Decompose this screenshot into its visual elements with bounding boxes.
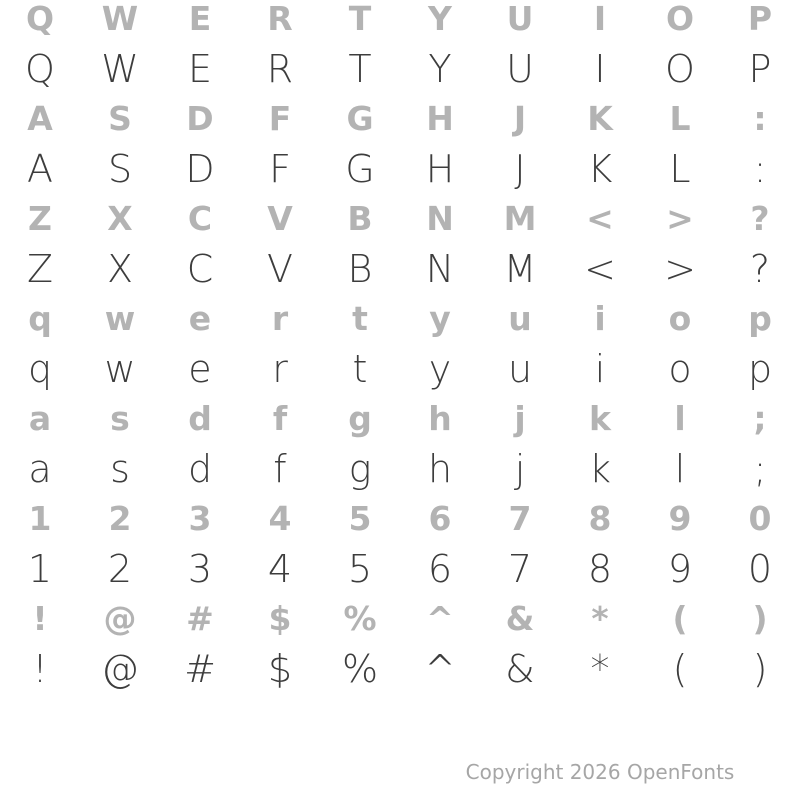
glyph-cell: a — [28, 447, 52, 491]
glyph-cell: C — [187, 199, 213, 238]
glyph-cell: & — [505, 647, 535, 691]
glyph-cell: U — [506, 47, 534, 91]
glyph-cell: y — [428, 347, 452, 391]
glyph-cell: 4 — [267, 547, 293, 591]
glyph-cell: 9 — [668, 499, 692, 538]
glyph-cell: P — [747, 0, 773, 38]
charmap-row-specimen — [0, 444, 800, 494]
glyph-cell: l — [674, 399, 686, 438]
glyph-cell: F — [268, 99, 292, 138]
charmap-row-specimen — [0, 644, 800, 694]
glyph-cell: o — [668, 299, 692, 338]
glyph-cell: D — [185, 147, 215, 191]
glyph-cell: H — [426, 99, 454, 138]
glyph-cell: d — [187, 447, 213, 491]
glyph-cell: 5 — [347, 547, 373, 591]
glyph-cell: s — [110, 447, 130, 491]
charmap-row-reference — [0, 494, 800, 544]
glyph-cell: Y — [428, 47, 452, 91]
copyright-text: Copyright 2026 OpenFonts — [465, 760, 735, 784]
glyph-cell: # — [186, 599, 214, 638]
glyph-cell: ; — [753, 447, 767, 491]
glyph-cell: p — [747, 347, 773, 391]
glyph-cell: 6 — [427, 547, 453, 591]
glyph-cell: s — [110, 399, 130, 438]
glyph-cell: M — [503, 199, 537, 238]
charmap-row-specimen — [0, 344, 800, 394]
glyph-cell: X — [107, 199, 133, 238]
glyph-cell: ^ — [426, 599, 454, 638]
glyph-cell: h — [427, 447, 453, 491]
glyph-cell: * — [591, 599, 609, 638]
glyph-cell: h — [428, 399, 452, 438]
glyph-cell: ) — [752, 647, 768, 691]
glyph-cell: E — [188, 0, 212, 38]
glyph-cell: u — [508, 299, 532, 338]
glyph-cell: % — [343, 599, 377, 638]
glyph-cell: f — [273, 447, 287, 491]
glyph-cell: L — [669, 147, 691, 191]
glyph-cell: r — [271, 299, 289, 338]
glyph-cell: @ — [101, 647, 139, 691]
glyph-cell: w — [104, 347, 136, 391]
charmap-row-reference — [0, 594, 800, 644]
charmap-row-reference — [0, 394, 800, 444]
glyph-cell: H — [425, 147, 455, 191]
glyph-cell: u — [507, 347, 533, 391]
glyph-cell: N — [426, 199, 454, 238]
glyph-cell: Z — [26, 247, 54, 291]
glyph-cell: E — [187, 47, 212, 91]
glyph-cell: I — [593, 0, 607, 38]
glyph-cell: 9 — [667, 547, 693, 591]
glyph-cell: 8 — [588, 499, 612, 538]
glyph-cell: V — [267, 247, 293, 291]
glyph-cell: t — [352, 347, 368, 391]
glyph-cell: a — [28, 399, 52, 438]
glyph-cell: % — [341, 647, 379, 691]
glyph-cell: f — [272, 399, 288, 438]
glyph-cell: g — [348, 447, 372, 491]
glyph-cell: > — [664, 247, 696, 291]
glyph-cell: R — [266, 47, 294, 91]
glyph-cell: J — [513, 99, 527, 138]
glyph-cell: 0 — [748, 499, 772, 538]
glyph-cell: G — [346, 99, 374, 138]
glyph-cell: k — [588, 447, 611, 491]
glyph-cell: y — [429, 299, 451, 338]
glyph-cell: 0 — [747, 547, 773, 591]
glyph-cell: L — [669, 99, 691, 138]
glyph-cell: $ — [267, 647, 293, 691]
charmap-row-reference — [0, 0, 800, 44]
glyph-cell: K — [587, 147, 613, 191]
glyph-cell: M — [503, 247, 537, 291]
glyph-cell: A — [27, 99, 53, 138]
glyph-cell: U — [506, 0, 534, 38]
glyph-cell: > — [666, 199, 694, 238]
glyph-cell: 2 — [108, 499, 132, 538]
glyph-cell: N — [425, 247, 455, 291]
glyph-cell: C — [186, 247, 214, 291]
glyph-cell: O — [665, 47, 695, 91]
glyph-cell: I — [594, 47, 606, 91]
glyph-cell: 3 — [188, 499, 212, 538]
glyph-cell: ) — [752, 599, 768, 638]
glyph-cell: $ — [268, 599, 292, 638]
glyph-cell: t — [352, 299, 368, 338]
glyph-cell: q — [27, 347, 53, 391]
glyph-cell: o — [668, 347, 692, 391]
glyph-cell: p — [748, 299, 772, 338]
glyph-cell: : — [753, 147, 767, 191]
glyph-cell: g — [348, 399, 372, 438]
glyph-cell: Z — [28, 199, 52, 238]
glyph-cell: 4 — [268, 499, 292, 538]
glyph-cell: & — [505, 599, 535, 638]
glyph-cell: w — [104, 299, 136, 338]
glyph-cell: 1 — [27, 547, 53, 591]
charmap-row-reference — [0, 294, 800, 344]
glyph-cell: i — [594, 347, 606, 391]
glyph-cell: 6 — [428, 499, 452, 538]
glyph-cell: D — [186, 99, 214, 138]
glyph-cell: ( — [672, 599, 688, 638]
charmap-row-specimen — [0, 544, 800, 594]
charmap-row-specimen — [0, 244, 800, 294]
glyph-cell: F — [269, 147, 291, 191]
glyph-cell: 3 — [187, 547, 213, 591]
glyph-cell: S — [108, 99, 132, 138]
glyph-cell: 2 — [107, 547, 133, 591]
glyph-cell: ! — [32, 599, 48, 638]
glyph-cell: K — [587, 99, 613, 138]
glyph-cell: q — [28, 299, 52, 338]
glyph-cell: 1 — [28, 499, 52, 538]
glyph-cell: : — [753, 99, 767, 138]
charmap-row-reference — [0, 194, 800, 244]
glyph-cell: R — [267, 0, 293, 38]
glyph-cell: e — [188, 299, 212, 338]
glyph-cell: ? — [750, 199, 770, 238]
glyph-cell: ; — [753, 399, 767, 438]
glyph-cell: e — [188, 347, 212, 391]
charmap-row-specimen — [0, 144, 800, 194]
glyph-cell: J — [514, 147, 526, 191]
glyph-cell: G — [345, 147, 375, 191]
glyph-cell: < — [586, 199, 614, 238]
glyph-cell: ( — [672, 647, 688, 691]
glyph-cell: W — [101, 47, 139, 91]
glyph-cell: W — [101, 0, 139, 38]
glyph-cell: A — [27, 147, 53, 191]
glyph-cell: X — [106, 247, 134, 291]
glyph-cell: j — [514, 447, 526, 491]
glyph-cell: < — [584, 247, 616, 291]
glyph-cell: Q — [25, 47, 55, 91]
glyph-cell: T — [348, 0, 372, 38]
glyph-cell: k — [589, 399, 611, 438]
glyph-cell: P — [748, 47, 772, 91]
glyph-cell: * — [590, 647, 610, 691]
charmap-row-specimen — [0, 44, 800, 94]
glyph-cell: d — [188, 399, 212, 438]
glyph-cell: S — [107, 147, 133, 191]
glyph-cell: 8 — [587, 547, 613, 591]
glyph-cell: Q — [25, 0, 55, 38]
glyph-cell: # — [184, 647, 216, 691]
glyph-cell: 7 — [508, 499, 532, 538]
glyph-cell: j — [514, 399, 526, 438]
glyph-cell: ? — [749, 247, 771, 291]
glyph-cell: O — [665, 0, 695, 38]
glyph-cell: Y — [428, 0, 452, 38]
glyph-cell: i — [594, 299, 606, 338]
charmap-row-reference — [0, 94, 800, 144]
glyph-cell: B — [347, 199, 373, 238]
glyph-cell: r — [272, 347, 288, 391]
glyph-cell: T — [348, 47, 372, 91]
glyph-cell: 7 — [507, 547, 533, 591]
glyph-cell: V — [267, 199, 293, 238]
glyph-cell: ^ — [424, 647, 456, 691]
glyph-cell: l — [674, 447, 686, 491]
glyph-cell: ! — [32, 647, 48, 691]
glyph-cell: @ — [103, 599, 137, 638]
glyph-cell: 5 — [348, 499, 372, 538]
glyph-cell: B — [347, 247, 373, 291]
